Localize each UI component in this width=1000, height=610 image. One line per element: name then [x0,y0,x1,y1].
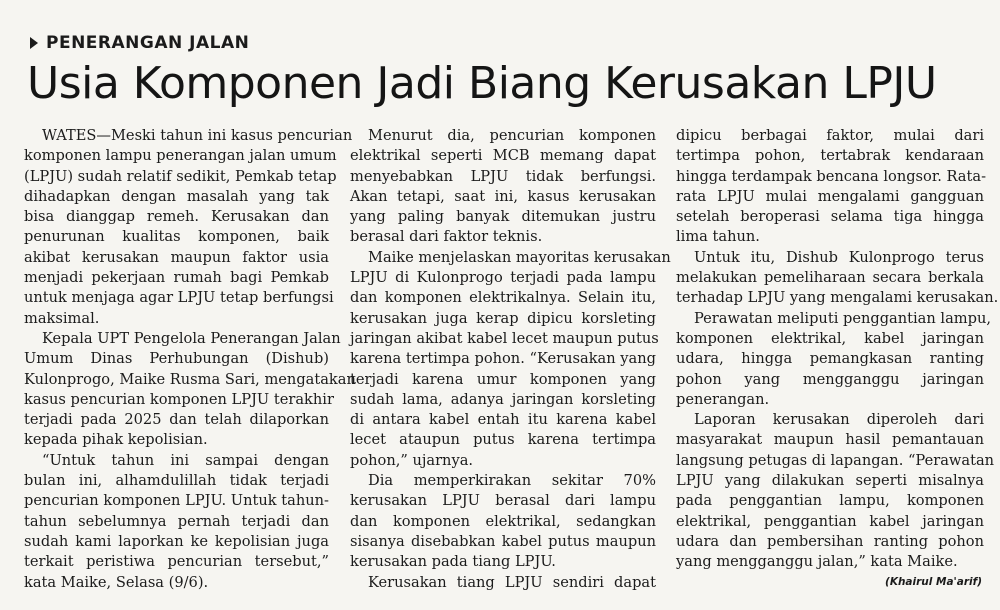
article-line: udara dan pembersihan ranting pohon [676,532,984,550]
article-line: terkait peristiwa pencurian tersebut,” [24,553,329,571]
article-line: dipicu berbagai faktor, mulai dari [676,127,984,144]
article-line: Untuk itu, Dishub Kulonprogo terus [694,248,984,266]
article-line: Kerusakan tiang LPJU sendiri dapat [368,573,656,591]
article-line: (LPJU) sudah relatif sedikit, Pemkab tetap [24,167,337,185]
article-line: langsung petugas di lapangan. “Perawatan [676,451,995,469]
article-line: untuk menjaga agar LPJU tetap berfungsi [24,289,334,307]
rubric-label: PENERANGAN JALAN [46,33,250,53]
article-line: lecet ataupun putus karena tertimpa [350,431,656,449]
article-line: menjadi pekerjaan rumah bagi Pemkab [24,269,329,287]
article-line: maksimal. [24,309,100,327]
headline: Usia Komponen Jadi Biang Kerusakan LPJU [27,58,937,109]
article-line: Akan tetapi, saat ini, kasus kerusakan [350,187,656,205]
article-line: pada penggantian lampu, komponen [676,492,984,510]
article-line: “Untuk tahun ini sampai dengan [42,451,329,469]
article-line: Umum Dinas Perhubungan (Dishub) [24,350,329,368]
article-line: komponen lampu penerangan jalan umum [24,147,337,165]
article-line: di antara kabel entah itu karena kabel [350,411,656,429]
article-line: berasal dari faktor teknis. [350,228,543,246]
article-line: bisa dianggap remeh. Kerusakan dan [24,208,329,226]
article-line: pohon,” ujarnya. [350,451,474,469]
article-line: tertimpa pohon, tertabrak kendaraan [676,147,984,165]
article-line: yang mengganggu jalan,” kata Maike. [676,553,958,571]
article-line: kata Maike, Selasa (9/6). [24,573,209,591]
article-line: hingga terdampak bencana longsor. Rata- [676,167,987,185]
article-line: melakukan pemeliharaan secara berkala [676,269,984,287]
article-column-1 [24,126,356,593]
article-line: karena tertimpa pohon. “Kerusakan yang [350,350,656,368]
article-line: sudah lama, adanya jaringan korsleting [350,390,656,408]
article-line: dihadapkan dengan masalah yang tak [24,187,329,205]
article-line: masyarakat maupun hasil pemantauan [676,431,984,449]
article-line: sisanya disebabkan kabel putus maupun [350,532,656,550]
article-line: penerangan. [676,390,770,408]
article-line: pohon yang mengganggu jaringan [676,370,984,388]
article-line: tahun sebelumnya pernah terjadi dan [24,512,329,530]
article-line: dan komponen elektrikalnya. Selain itu, [350,289,656,307]
article-line: elektrikal seperti MCB memang dapat [350,147,656,165]
article-line: Maike menjelaskan mayoritas kerusakan [368,248,671,266]
article-line: yang paling banyak ditemukan justru [350,208,656,226]
article-line: LPJU di Kulonprogo terjadi pada lampu [350,269,656,287]
article-line: udara, hingga pemangkasan ranting [676,350,984,368]
article-line: kerusakan pada tiang LPJU. [350,553,556,571]
article-line: Perawatan meliputi penggantian lampu, [694,309,992,327]
article-line: terjadi karena umur komponen yang [350,370,656,388]
byline: (Khairul Ma'arif) [885,576,982,588]
article-line: menyebabkan LPJU tidak berfungsi. [350,167,656,185]
article-line: penurunan kualitas komponen, baik [24,228,329,246]
article-line: sudah kami laporkan ke kepolisian juga [24,532,329,550]
article-line: kerusakan LPJU berasal dari lampu [350,492,656,510]
article-line: elektrikal, penggantian kabel jaringan [676,512,984,530]
article-line: WATES—Meski tahun ini kasus pencurian [42,127,353,144]
article-line: pencurian komponen LPJU. Untuk tahun- [24,492,329,510]
article-line: Menurut dia, pencurian komponen [368,127,656,144]
section-rubric [30,33,249,53]
rubric-arrow-icon [30,37,38,49]
article-line: dan komponen elektrikal, sedangkan [350,512,656,530]
article-line: Dia memperkirakan sekitar 70% [368,472,656,490]
article-line: rata LPJU mulai mengalami gangguan [676,187,984,205]
article-line: bulan ini, alhamdulillah tidak terjadi [24,472,329,490]
article-line: Kulonprogo, Maike Rusma Sari, mengatakan [24,370,356,388]
article-line: Kepala UPT Pengelola Penerangan Jalan [42,329,341,347]
article-line: komponen elektrikal, kabel jaringan [676,329,984,347]
article-column-2 [350,126,671,593]
article-line: kepada pihak kepolisian. [24,431,208,449]
article-line: terjadi pada 2025 dan telah dilaporkan [24,411,329,429]
article-line: LPJU yang dilakukan seperti misalnya [676,472,984,490]
article-line: akibat kerusakan maupun faktor usia [24,248,329,266]
article-line: kerusakan juga kerap dipicu korsleting [350,309,656,327]
article-line: terhadap LPJU yang mengalami kerusakan. [676,289,999,307]
article-line: jaringan akibat kabel lecet maupun putus [350,329,659,347]
article-line: Laporan kerusakan diperoleh dari [694,411,984,429]
article-line: kasus pencurian komponen LPJU terakhir [24,390,334,408]
article-line: setelah beroperasi selama tiga hingga [676,208,984,226]
article-line: lima tahun. [676,228,760,246]
article-column-3 [676,126,999,573]
